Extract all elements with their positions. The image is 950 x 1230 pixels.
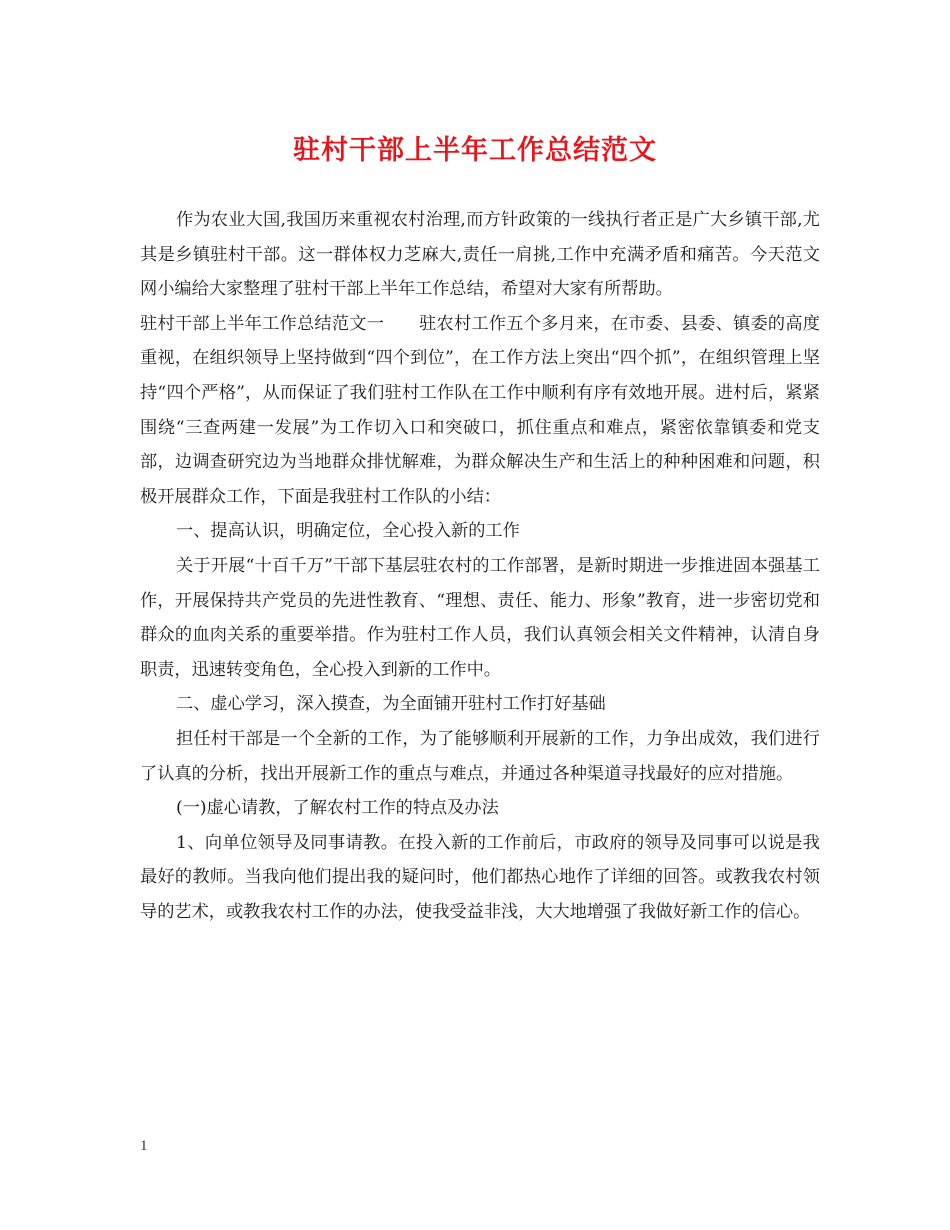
subsection-one-paragraph: 1、向单位领导及同事请教。在投入新的工作前后，市政府的领导及同事可以说是我最好的教师。当我向他们提出我的疑问时，他们都热心地作了详细的回答。或教我农村领导的艺术，或教我农村工作的办法，使我受益非浅，大大地增强了我做好新工作的信心。 [140, 832, 820, 922]
section-heading-two: 二、虚心学习，深入摸查，为全面铺开驻村工作打好基础 [176, 694, 606, 715]
section-heading-one: 一、提高认识，明确定位，全心投入新的工作 [176, 521, 520, 542]
document-body [140, 203, 820, 929]
document-title: 驻村干部上半年工作总结范文 [293, 135, 657, 166]
example-one-paragraph: 驻村干部上半年工作总结范文一 驻农村工作五个多月来，在市委、县委、镇委的高度重视，在组织领导上坚持做到“四个到位”，在工作方法上突出“四个抓”，在组织管理上坚持“四个严格”，从而保证了我们驻村工作队在工作中顺利有序有效地开展。进村后，紧紧围绕“三查两建一发展”为工作切入口和突破口，抓住重点和难点，紧密依靠镇委和党支部，边调查研究边为当地群众排忧解难，为群众解决生产和生活上的种种困难和问题，积极开展群众工作，下面是我驻村工作队的小结： [140, 313, 820, 507]
section-one-paragraph: 关于开展“十百千万”干部下基层驻农村的工作部署，是新时期进一步推进固本强基工作，开展保持共产党员的先进性教育、“理想、责任、能力、形象”教育，进一步密切党和群众的血肉关系的重要举措。作为驻村工作人员，我们认真领会相关文件精神，认清自身职责，迅速转变角色，全心投入到新的工作中。 [140, 555, 820, 680]
page-number: 1 [140, 1138, 148, 1154]
intro-paragraph: 作为农业大国,我国历来重视农村治理,而方针政策的一线执行者正是广大乡镇干部,尤其是乡镇驻村干部。这一群体权力芝麻大,责任一肩挑,工作中充满矛盾和痛苦。今天范文网小编给大家整理了驻村干部上半年工作总结，希望对大家有所帮助。 [140, 210, 820, 300]
section-two-paragraph: 担任村干部是一个全新的工作，为了能够顺利开展新的工作，力争出成效，我们进行了认真的分析，找出开展新工作的重点与难点，并通过各种渠道寻找最好的应对措施。 [140, 728, 820, 784]
subsection-heading-one: (一)虚心请教，了解农村工作的特点及办法 [176, 798, 499, 819]
